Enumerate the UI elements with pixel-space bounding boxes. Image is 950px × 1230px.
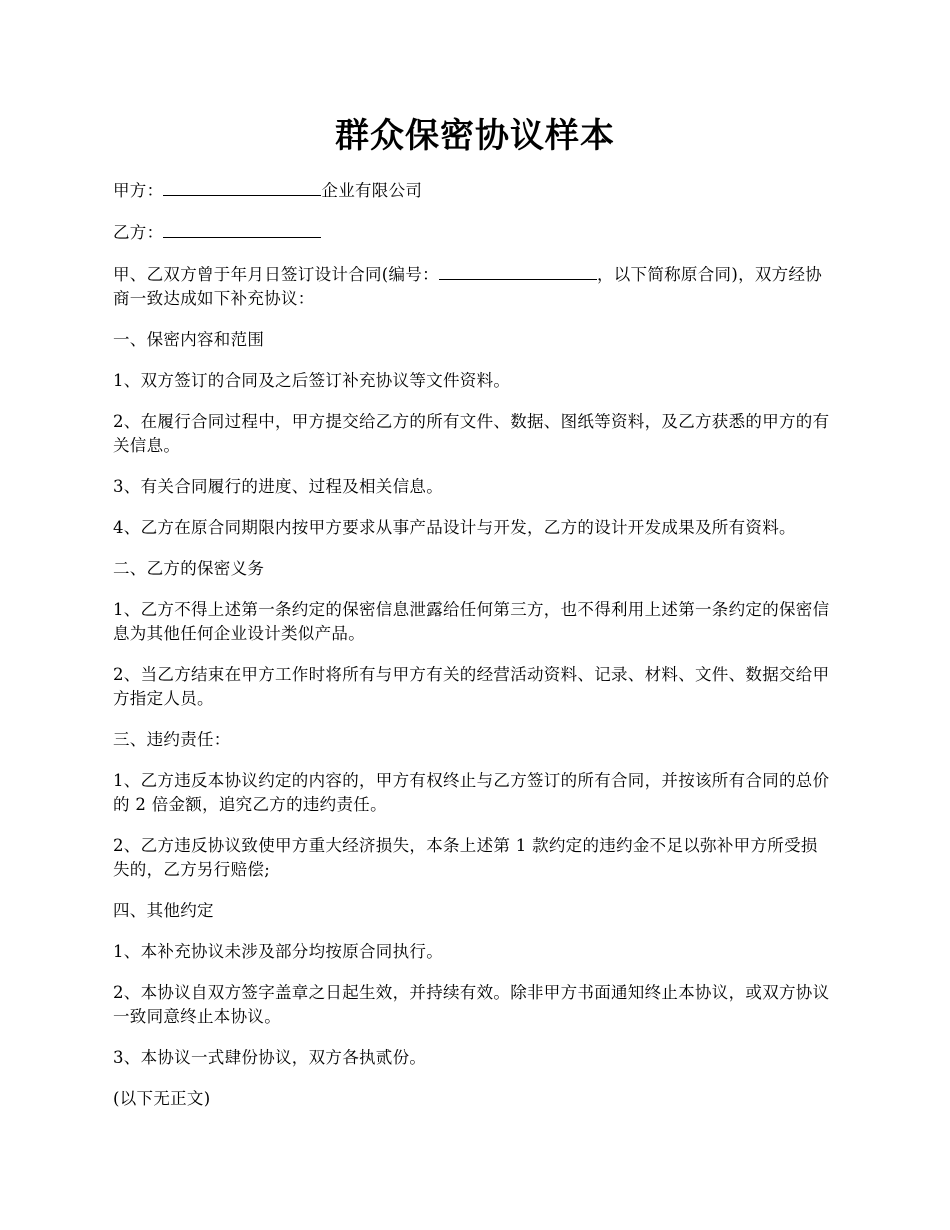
document-body xyxy=(113,178,833,1128)
party-b-blank xyxy=(163,220,321,238)
clause: 2、在履行合同过程中，甲方提交给乙方的所有文件、数据、图纸等资料，及乙方获悉的甲方的有关信息。 xyxy=(113,412,830,455)
clause: 2、当乙方结束在甲方工作时将所有与甲方有关的经营活动资料、记录、材料、文件、数据交给甲方指定人员。 xyxy=(113,665,830,708)
intro-after-blank: ，以下简称原合同)，双方经协商一致达成如下补充协议： xyxy=(113,265,823,308)
intro-paragraph xyxy=(113,262,833,311)
section-heading: 四、其他约定 xyxy=(113,901,214,920)
clause: 1、乙方违反本协议约定的内容的，甲方有权终止与乙方签订的所有合同，并按该所有合同的总价的 2 倍金额，追究乙方的违约责任。 xyxy=(113,771,830,814)
clause: 1、乙方不得上述第一条约定的保密信息泄露给任何第三方，也不得利用上述第一条约定的保密信息为其他任何企业设计类似产品。 xyxy=(113,600,830,643)
contract-number-blank xyxy=(439,262,597,280)
section-heading: 三、违约责任： xyxy=(113,730,231,749)
document-title: 群众保密协议样本 xyxy=(335,116,615,156)
party-a-line xyxy=(113,178,833,203)
clause: 4、乙方在原合同期限内按甲方要求从事产品设计与开发，乙方的设计开发成果及所有资料。 xyxy=(113,518,796,537)
clause: 3、有关合同履行的进度、过程及相关信息。 xyxy=(113,477,443,496)
intro-before-blank: 甲、乙双方曾于年月日签订设计合同(编号： xyxy=(113,265,439,284)
closing-note: (以下无正文) xyxy=(113,1089,211,1108)
party-b-line xyxy=(113,220,833,245)
party-a-suffix: 企业有限公司 xyxy=(321,181,423,200)
clause: 2、乙方违反协议致使甲方重大经济损失，本条上述第 1 款约定的违约金不足以弥补甲方所受损失的，乙方另行赔偿; xyxy=(113,836,818,879)
party-a-label: 甲方： xyxy=(113,181,164,200)
clause: 2、本协议自双方签字盖章之日起生效，并持续有效。除非甲方书面通知终止本协议，或双方协议一致同意终止本协议。 xyxy=(113,983,830,1026)
clause: 1、双方签订的合同及之后签订补充协议等文件资料。 xyxy=(113,371,511,390)
section-heading: 二、乙方的保密义务 xyxy=(113,559,265,578)
clause: 1、本补充协议未涉及部分均按原合同执行。 xyxy=(113,942,443,961)
clause: 3、本协议一式肆份协议，双方各执贰份。 xyxy=(113,1048,427,1067)
party-a-blank xyxy=(163,178,321,196)
party-b-label: 乙方： xyxy=(113,223,164,242)
section-heading: 一、保密内容和范围 xyxy=(113,330,265,349)
